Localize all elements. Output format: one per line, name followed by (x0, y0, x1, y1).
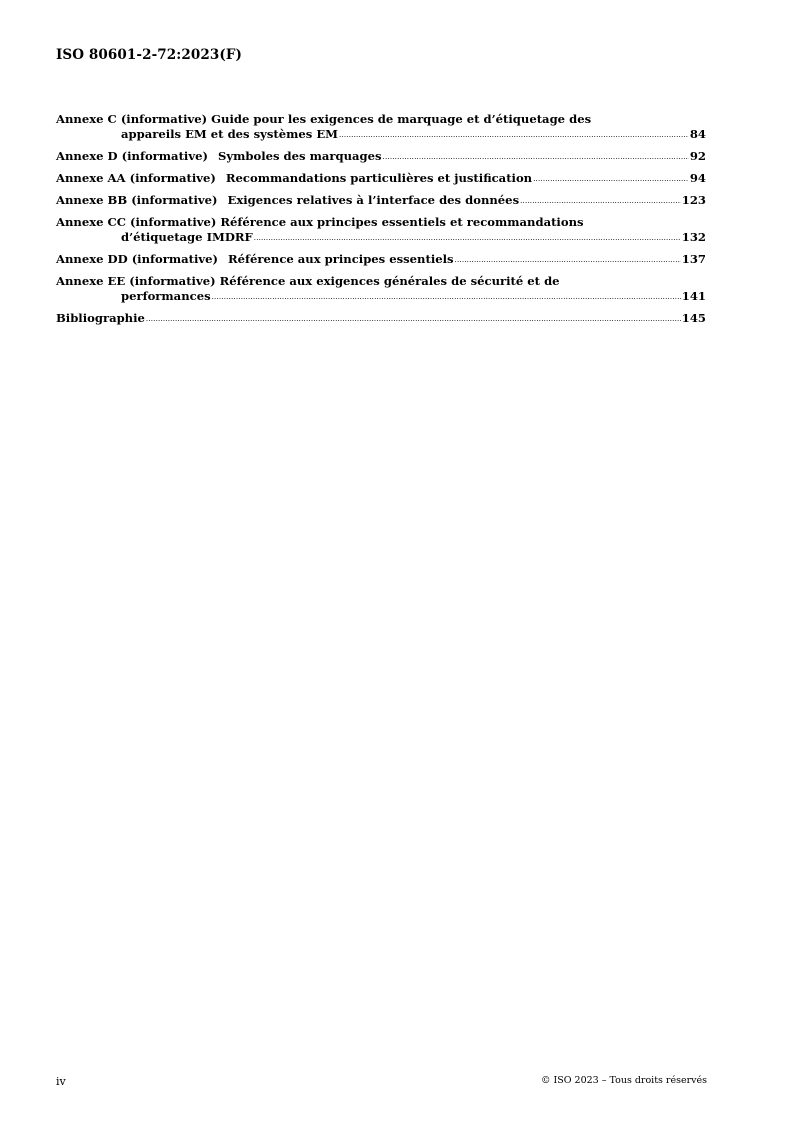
toc-entry-annex-aa[interactable] (56, 171, 706, 188)
toc-entry-first-line (56, 112, 706, 127)
dot-leader (383, 150, 689, 165)
toc-page-number: 141 (681, 289, 706, 303)
document-header: ISO 80601-2-72:2023(F) (56, 47, 242, 63)
toc-entry-title: Exigences relatives à l’interface des données (227, 193, 520, 207)
toc-entry-annex-d[interactable] (56, 149, 706, 166)
page-number-label: iv (56, 1075, 66, 1088)
toc-entry-second-line (56, 289, 706, 306)
toc-entry-annex-bb[interactable] (56, 193, 706, 210)
toc-entry-title-continued: d’étiquetage IMDRF (121, 230, 253, 244)
toc-entry-first-line (56, 215, 706, 230)
toc-entry-prefix: Annexe DD (informative) (56, 252, 218, 266)
toc-entry-bibliography[interactable] (56, 311, 706, 328)
dot-leader (520, 194, 681, 209)
toc-entry-prefix: Annexe D (informative) (56, 149, 208, 163)
toc-entry-text (56, 193, 519, 208)
toc-page-number: 132 (681, 230, 706, 244)
dot-leader (455, 253, 681, 268)
toc-entry-prefix: Annexe CC (informative) (56, 215, 217, 229)
toc-entry-text (56, 171, 532, 186)
toc-entry-annex-dd[interactable] (56, 252, 706, 269)
dot-leader (339, 128, 689, 143)
toc-entry-prefix: Annexe AA (informative) (56, 171, 216, 185)
toc-entry-annex-cc[interactable] (56, 215, 706, 247)
toc-entry-text (56, 252, 454, 267)
toc-entry-prefix: Annexe BB (informative) (56, 193, 218, 207)
copyright-notice: © ISO 2023 – Tous droits réservés (540, 1075, 707, 1086)
toc-entry-line (56, 311, 706, 328)
toc-page-number: 123 (681, 193, 706, 207)
toc-entry-prefix: Annexe EE (informative) (56, 274, 216, 288)
toc-entry-line (56, 149, 706, 166)
toc-entry-title-continued: performances (121, 289, 211, 303)
toc-entry-prefix: Bibliographie (56, 311, 145, 325)
toc-entry-line (56, 252, 706, 269)
toc-page-number: 92 (689, 149, 706, 163)
toc-entry-line (56, 171, 706, 188)
toc-page-number: 137 (681, 252, 706, 266)
dot-leader (254, 231, 681, 246)
toc-entry-title: Référence aux exigences générales de sécurité et de (219, 274, 560, 288)
dot-leader (533, 172, 689, 187)
toc-entry-title: Guide pour les exigences de marquage et d’étiquetage des (211, 112, 592, 126)
toc-entry-annex-ee[interactable] (56, 274, 706, 306)
dot-leader (146, 312, 681, 327)
toc-entry-second-line (56, 127, 706, 144)
toc-entry-text (56, 149, 382, 164)
toc-entry-second-line (56, 230, 706, 247)
toc-entry-title-continued: appareils EM et des systèmes EM (121, 127, 339, 141)
toc-page-number: 145 (681, 311, 706, 325)
toc-entry-annex-c[interactable] (56, 112, 706, 144)
toc-page-number: 94 (689, 171, 706, 185)
toc-entry-first-line (56, 274, 706, 289)
toc-entry-line (56, 193, 706, 210)
toc-entry-prefix: Annexe C (informative) (56, 112, 208, 126)
toc-page-number: 84 (689, 127, 706, 141)
toc-entry-title: Recommandations particulières et justification (225, 171, 533, 185)
table-of-contents (56, 112, 706, 333)
dot-leader (212, 290, 681, 305)
toc-entry-title: Référence aux principes essentiels et recommandations (220, 215, 584, 229)
toc-entry-title: Symboles des marquages (217, 149, 382, 163)
toc-entry-title: Référence aux principes essentiels (228, 252, 454, 266)
